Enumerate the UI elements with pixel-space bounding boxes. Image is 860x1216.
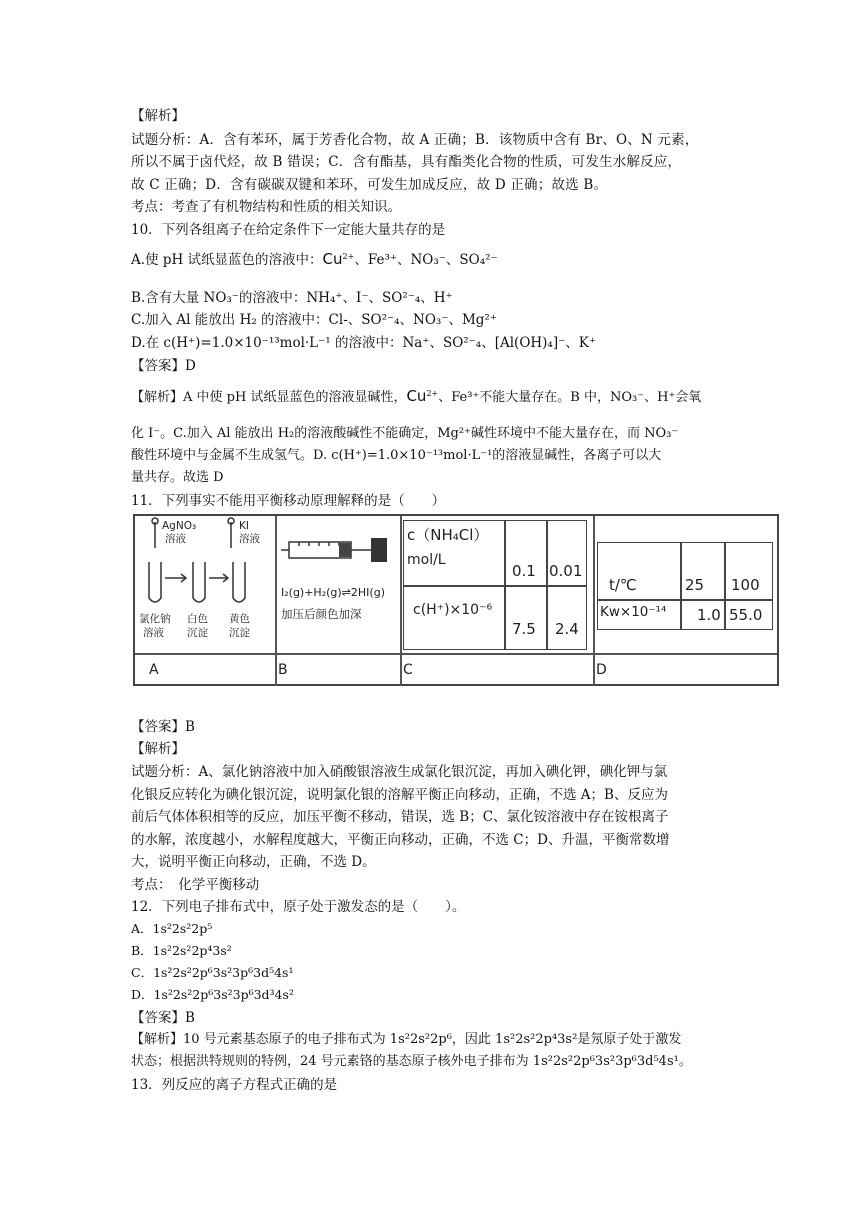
q11-figure-table — [133, 514, 779, 686]
pressure-note: 加压后颜色加深 — [281, 607, 362, 621]
explanation-line: 【解析】10 号元素基态原子的电子排布式为 1s²2s²2p⁶，因此 1s²2s²2p⁴3s²是氖原子处于激发 — [131, 1032, 682, 1047]
agno3-label: AgNO₃ — [162, 520, 197, 532]
option-b: B．1s²2s²2p⁴3s² — [131, 943, 232, 958]
option-d: D.在 c(H⁺)=1.0×10⁻¹³mol·L⁻¹ 的溶液中：Na⁺、SO²⁻₄、[Al(OH)₄]⁻、K⁺ — [131, 335, 596, 351]
ki-label: KI — [239, 520, 249, 532]
temperature-label: t/℃ — [609, 576, 637, 594]
explanation-line: 的水解，浓度越小，水解程度越大，平衡正向移动，正确，不选 C；D、升温，平衡常数增 — [131, 832, 670, 848]
h-conc-value: 2.4 — [555, 620, 579, 638]
question-stem: 10．下列各组离子在给定条件下一定能大量共存的是 — [131, 222, 446, 238]
h-conc-label: c(H⁺)×10⁻⁶ — [413, 602, 493, 618]
explanation-text: 【解析】A 中使 pH 试纸显蓝色的溶液显碱性， — [131, 390, 407, 405]
explanation-line: 酸性环境中与金属不生成氢气。D. c(H⁺)=1.0×10⁻¹³mol·L⁻¹的溶液显碱性，各离子可以大 — [131, 448, 662, 463]
explanation-line: 前后气体体积相等的反应，加压平衡不移动，错误，选 B；C、氯化铵溶液中存在铵根离子 — [131, 809, 669, 825]
agno3-label-2: 溶液 — [165, 533, 186, 545]
cu-charge: 2+ — [342, 252, 355, 261]
kaodian-line: 考点：考查了有机物结构和性质的相关知识。 — [131, 199, 401, 215]
analysis-line: 所以不属于卤代烃，故 B 错误；C．含有酯基，具有酯类化合物的性质，可发生水解反应， — [131, 154, 682, 170]
conc-value: 0.1 — [512, 562, 536, 580]
explanation-line: 大，说明平衡正向移动，正确，不选 D。 — [131, 854, 376, 870]
divider — [593, 516, 595, 686]
option-a-rest: 、Fe³⁺、NO₃⁻、SO₄²⁻ — [354, 252, 498, 268]
explanation-line: 化 I⁻。C.加入 Al 能放出 H₂的溶液酸碱性不能确定，Mg²⁺碱性环境中不能大量存在，而 NO₃⁻ — [131, 426, 679, 441]
unit-label: mol/L — [407, 552, 446, 568]
cu-ion: Cu — [406, 387, 427, 405]
option-c: C．1s²2s²2p⁶3s²3p⁶3d⁵4s¹ — [131, 965, 294, 980]
cu-charge: 2+ — [426, 389, 439, 398]
cu-ion: Cu — [322, 250, 343, 268]
explanation-line: 量共存。故选 D — [131, 470, 224, 485]
kaodian-line: 考点： 化学平衡移动 — [131, 877, 260, 893]
nacl-label: 氯化钠 — [139, 613, 171, 625]
ki-label-2: 溶液 — [239, 533, 260, 545]
figure-label-a: A — [149, 662, 159, 678]
equilibrium-equation: I₂(g)+H₂(g)⇌2HI(g) — [281, 586, 385, 599]
option-a-text: A.使 pH 试纸显蓝色的溶液中： — [131, 252, 323, 268]
figure-label-b: B — [278, 662, 288, 678]
syringe-diagram — [279, 530, 397, 570]
yellow-ppt-label-2: 沉淀 — [229, 627, 250, 639]
answer-line: 【答案】D — [131, 358, 196, 374]
kw-label: Kw×10⁻¹⁴ — [600, 604, 667, 620]
analysis-header: 【解析】 — [131, 741, 185, 757]
option-a: A．1s²2s²2p⁵ — [131, 921, 213, 936]
question-stem: 11．下列事实不能用平衡移动原理解释的是（ ） — [131, 493, 446, 509]
option-c: C.加入 Al 能放出 H₂ 的溶液中：Cl-、SO²⁻₄、NO₃⁻、Mg²⁺ — [131, 312, 497, 328]
answer-line: 【答案】B — [131, 719, 195, 735]
h-conc-value: 7.5 — [512, 620, 536, 638]
nh4cl-header: c（NH₄Cl） — [407, 526, 489, 544]
option-d: D．1s²2s²2p⁶3s²3p⁶3d³4s² — [131, 987, 294, 1002]
explanation-line: 状态；根据洪特规则的特例，24 号元素铬的基态原子核外电子排布为 1s²2s²2p⁶3s²3p⁶3d⁵4s¹。 — [131, 1054, 692, 1069]
question-stem: 12．下列电子排布式中，原子处于激发态的是（ ）。 — [131, 899, 466, 915]
kw-value: 55.0 — [729, 606, 763, 624]
analysis-line: 故 C 正确；D．含有碳碳双键和苯环，可发生加成反应，故 D 正确；故选 B。 — [131, 177, 608, 193]
answer-line: 【答案】B — [131, 1010, 195, 1026]
analysis-line: 试题分析：A．含有苯环，属于芳香化合物，故 A 正确；B．该物质中含有 Br、O、N 元素， — [131, 132, 699, 148]
question-stem: 13．列反应的离子方程式正确的是 — [131, 1077, 338, 1093]
yellow-ppt-label: 黄色 — [229, 613, 250, 625]
divider — [275, 516, 277, 686]
divider — [400, 516, 402, 686]
kw-value: 1.0 — [697, 606, 721, 624]
explanation-line — [131, 387, 701, 407]
explanation-line: 试题分析：A、氯化钠溶液中加入硝酸银溶液生成氯化银沉淀，再加入碘化钾，碘化钾与氯 — [131, 764, 668, 780]
temperature-value: 25 — [685, 576, 705, 594]
divider — [135, 653, 777, 655]
white-ppt-label-2: 沉淀 — [187, 627, 208, 639]
figure-label-d: D — [596, 662, 607, 678]
temperature-value: 100 — [731, 576, 760, 594]
analysis-header: 【解析】 — [131, 108, 185, 124]
explanation-text: 、Fe³⁺不能大量存在。B 中，NO₃⁻、H⁺会氧 — [438, 390, 702, 405]
conc-value: 0.01 — [549, 562, 583, 580]
option-a — [131, 250, 498, 269]
nacl-label-2: 溶液 — [143, 627, 164, 639]
option-b: B.含有大量 NO₃⁻的溶液中：NH₄⁺、I⁻、SO²⁻₄、H⁺ — [131, 290, 453, 306]
explanation-line: 化银反应转化为碘化银沉淀，说明氯化银的溶解平衡正向移动，正确，不选 A；B、反应为 — [131, 787, 668, 803]
figure-label-c: C — [403, 662, 413, 678]
white-ppt-label: 白色 — [187, 613, 208, 625]
